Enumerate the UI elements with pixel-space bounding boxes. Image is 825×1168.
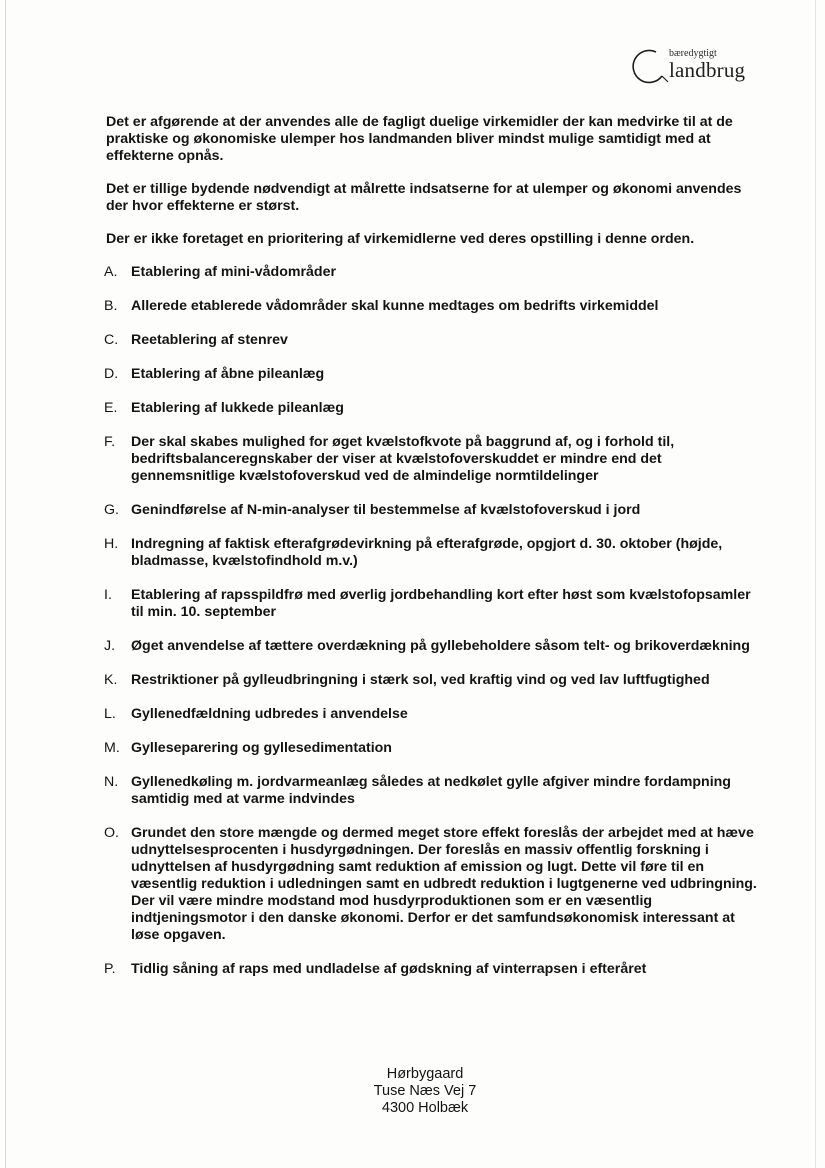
logo <box>626 44 756 88</box>
list-item-text: Genindførelse af N-min-analyser til bestemmelse af kvælstofoverskud i jord <box>131 502 641 518</box>
list-item-text: Gyllenedkøling m. jordvarmeanlæg således at nedkølet gylle afgiver mindre fordampning samtidig med at varme indvindes <box>131 774 731 807</box>
list-item-text: Der skal skabes mulighed for øget kvælstofkvote på baggrund af, og i forhold til, bedriftsbalanceregnskaber der viser at kvælstofoverskuddet er mindre end det gennemsnitlige kvælstofoverskud ved de almindelige normtildelinger <box>131 434 675 484</box>
list-marker: K. <box>104 672 118 688</box>
list-marker: P. <box>104 961 116 977</box>
list-item-text: Allerede etablerede vådområder skal kunne medtages om bedrifts virkemiddel <box>131 298 659 314</box>
measures-list <box>104 264 764 995</box>
list-item-text: Etablering af rapsspildfrø med øverlig jordbehandling kort efter høst som kvælstofopsamler til min. 10. september <box>131 587 751 620</box>
list-item <box>104 638 764 655</box>
address-line-3: 4300 Holbæk <box>381 1100 469 1116</box>
list-item <box>104 434 764 485</box>
list-item <box>104 264 764 281</box>
intro-paragraph-1: Det er afgørende at der anvendes alle de fagligt duelige virkemidler der kan medvirke til at de praktiske og økonomiske ulemper hos landmanden bliver mindst mulige samtidigt med at effekterne opnås. <box>106 114 733 164</box>
list-item-text: Etablering af lukkede pileanlæg <box>131 400 344 416</box>
list-marker: O. <box>104 825 119 841</box>
intro-paragraph-2: Det er tillige bydende nødvendigt at målrette indsatserne for at ulemper og økonomi anvendes der hvor effekterne er størst. <box>106 181 742 214</box>
list-marker: F. <box>104 434 116 450</box>
address-line-2: Tuse Næs Vej 7 <box>373 1083 477 1099</box>
list-marker: I. <box>104 587 112 603</box>
scan-edge-right <box>815 0 816 1168</box>
list-item-text: Øget anvendelse af tættere overdækning på gyllebeholdere såsom telt- og brikoverdækning <box>131 638 750 654</box>
list-item <box>104 961 764 978</box>
list-item <box>104 400 764 417</box>
list-marker: C. <box>104 332 119 348</box>
list-item-text: Grundet den store mængde og dermed meget store effekt foreslås der arbejdet med at hæve udnyttelsesprocenten i husdyrgødningen. Der foreslås en massiv offentlig forskning i udnyttelsen af husdyrgødning samt reduktion af emission og lugt. Dette vil føre til en væsentlig reduktion i udledningen samt en udbredt reduktion i lugtgenerne ved udbringning. Der vil være mindre modstand mod husdyrproduktionen som er en væsentlig indtjeningsmotor i den danske økonomi. Derfor er det samfundsøkonomisk interessant at løse opgaven. <box>131 825 757 943</box>
list-item <box>104 825 764 944</box>
list-item <box>104 366 764 383</box>
list-item <box>104 332 764 349</box>
list-marker: G. <box>104 502 119 518</box>
list-item-text: Gylleseparering og gyllesedimentation <box>131 740 392 756</box>
list-marker: L. <box>104 706 116 722</box>
logo-small-text: bæredygtigt <box>669 48 717 59</box>
list-marker: J. <box>104 638 116 654</box>
list-item <box>104 706 764 723</box>
list-item-text: Etablering af åbne pileanlæg <box>131 366 325 382</box>
logo-big-text: landbrug <box>669 58 746 82</box>
list-item <box>104 502 764 519</box>
list-item <box>104 740 764 757</box>
list-marker: M. <box>104 740 120 756</box>
list-item-text: Tidlig såning af raps med undladelse af gødskning af vinterrapsen i efteråret <box>131 961 647 977</box>
list-item <box>104 587 764 621</box>
list-item <box>104 672 764 689</box>
scan-edge-left <box>5 0 6 1168</box>
list-marker: D. <box>104 366 119 382</box>
list-item-text: Restriktioner på gylleudbringning i stærk sol, ved kraftig vind og ved lav luftfugtighed <box>131 672 710 688</box>
list-item-text: Etablering af mini-vådområder <box>131 264 336 280</box>
address-line-1: Hørbygaard <box>386 1066 464 1082</box>
list-item-text: Gyllenedfældning udbredes i anvendelse <box>131 706 408 722</box>
list-item <box>104 774 764 808</box>
list-marker: A. <box>104 264 118 280</box>
intro-paragraph-3: Der er ikke foretaget en prioritering af virkemidlerne ved deres opstilling i denne orden. <box>106 231 695 247</box>
circle-arc-logo-icon <box>626 46 670 88</box>
list-item-text: Reetablering af stenrev <box>131 332 288 348</box>
address-block <box>325 1066 525 1117</box>
list-marker: H. <box>104 536 119 552</box>
list-marker: B. <box>104 298 118 314</box>
list-marker: E. <box>104 400 118 416</box>
list-item-text: Indregning af faktisk efterafgrødevirkning på efterafgrøde, opgjort d. 30. oktober (højde, bladmasse, kvælstofindhold m.v.) <box>131 536 723 569</box>
list-item <box>104 298 764 315</box>
list-item <box>104 536 764 570</box>
list-marker: N. <box>104 774 119 790</box>
